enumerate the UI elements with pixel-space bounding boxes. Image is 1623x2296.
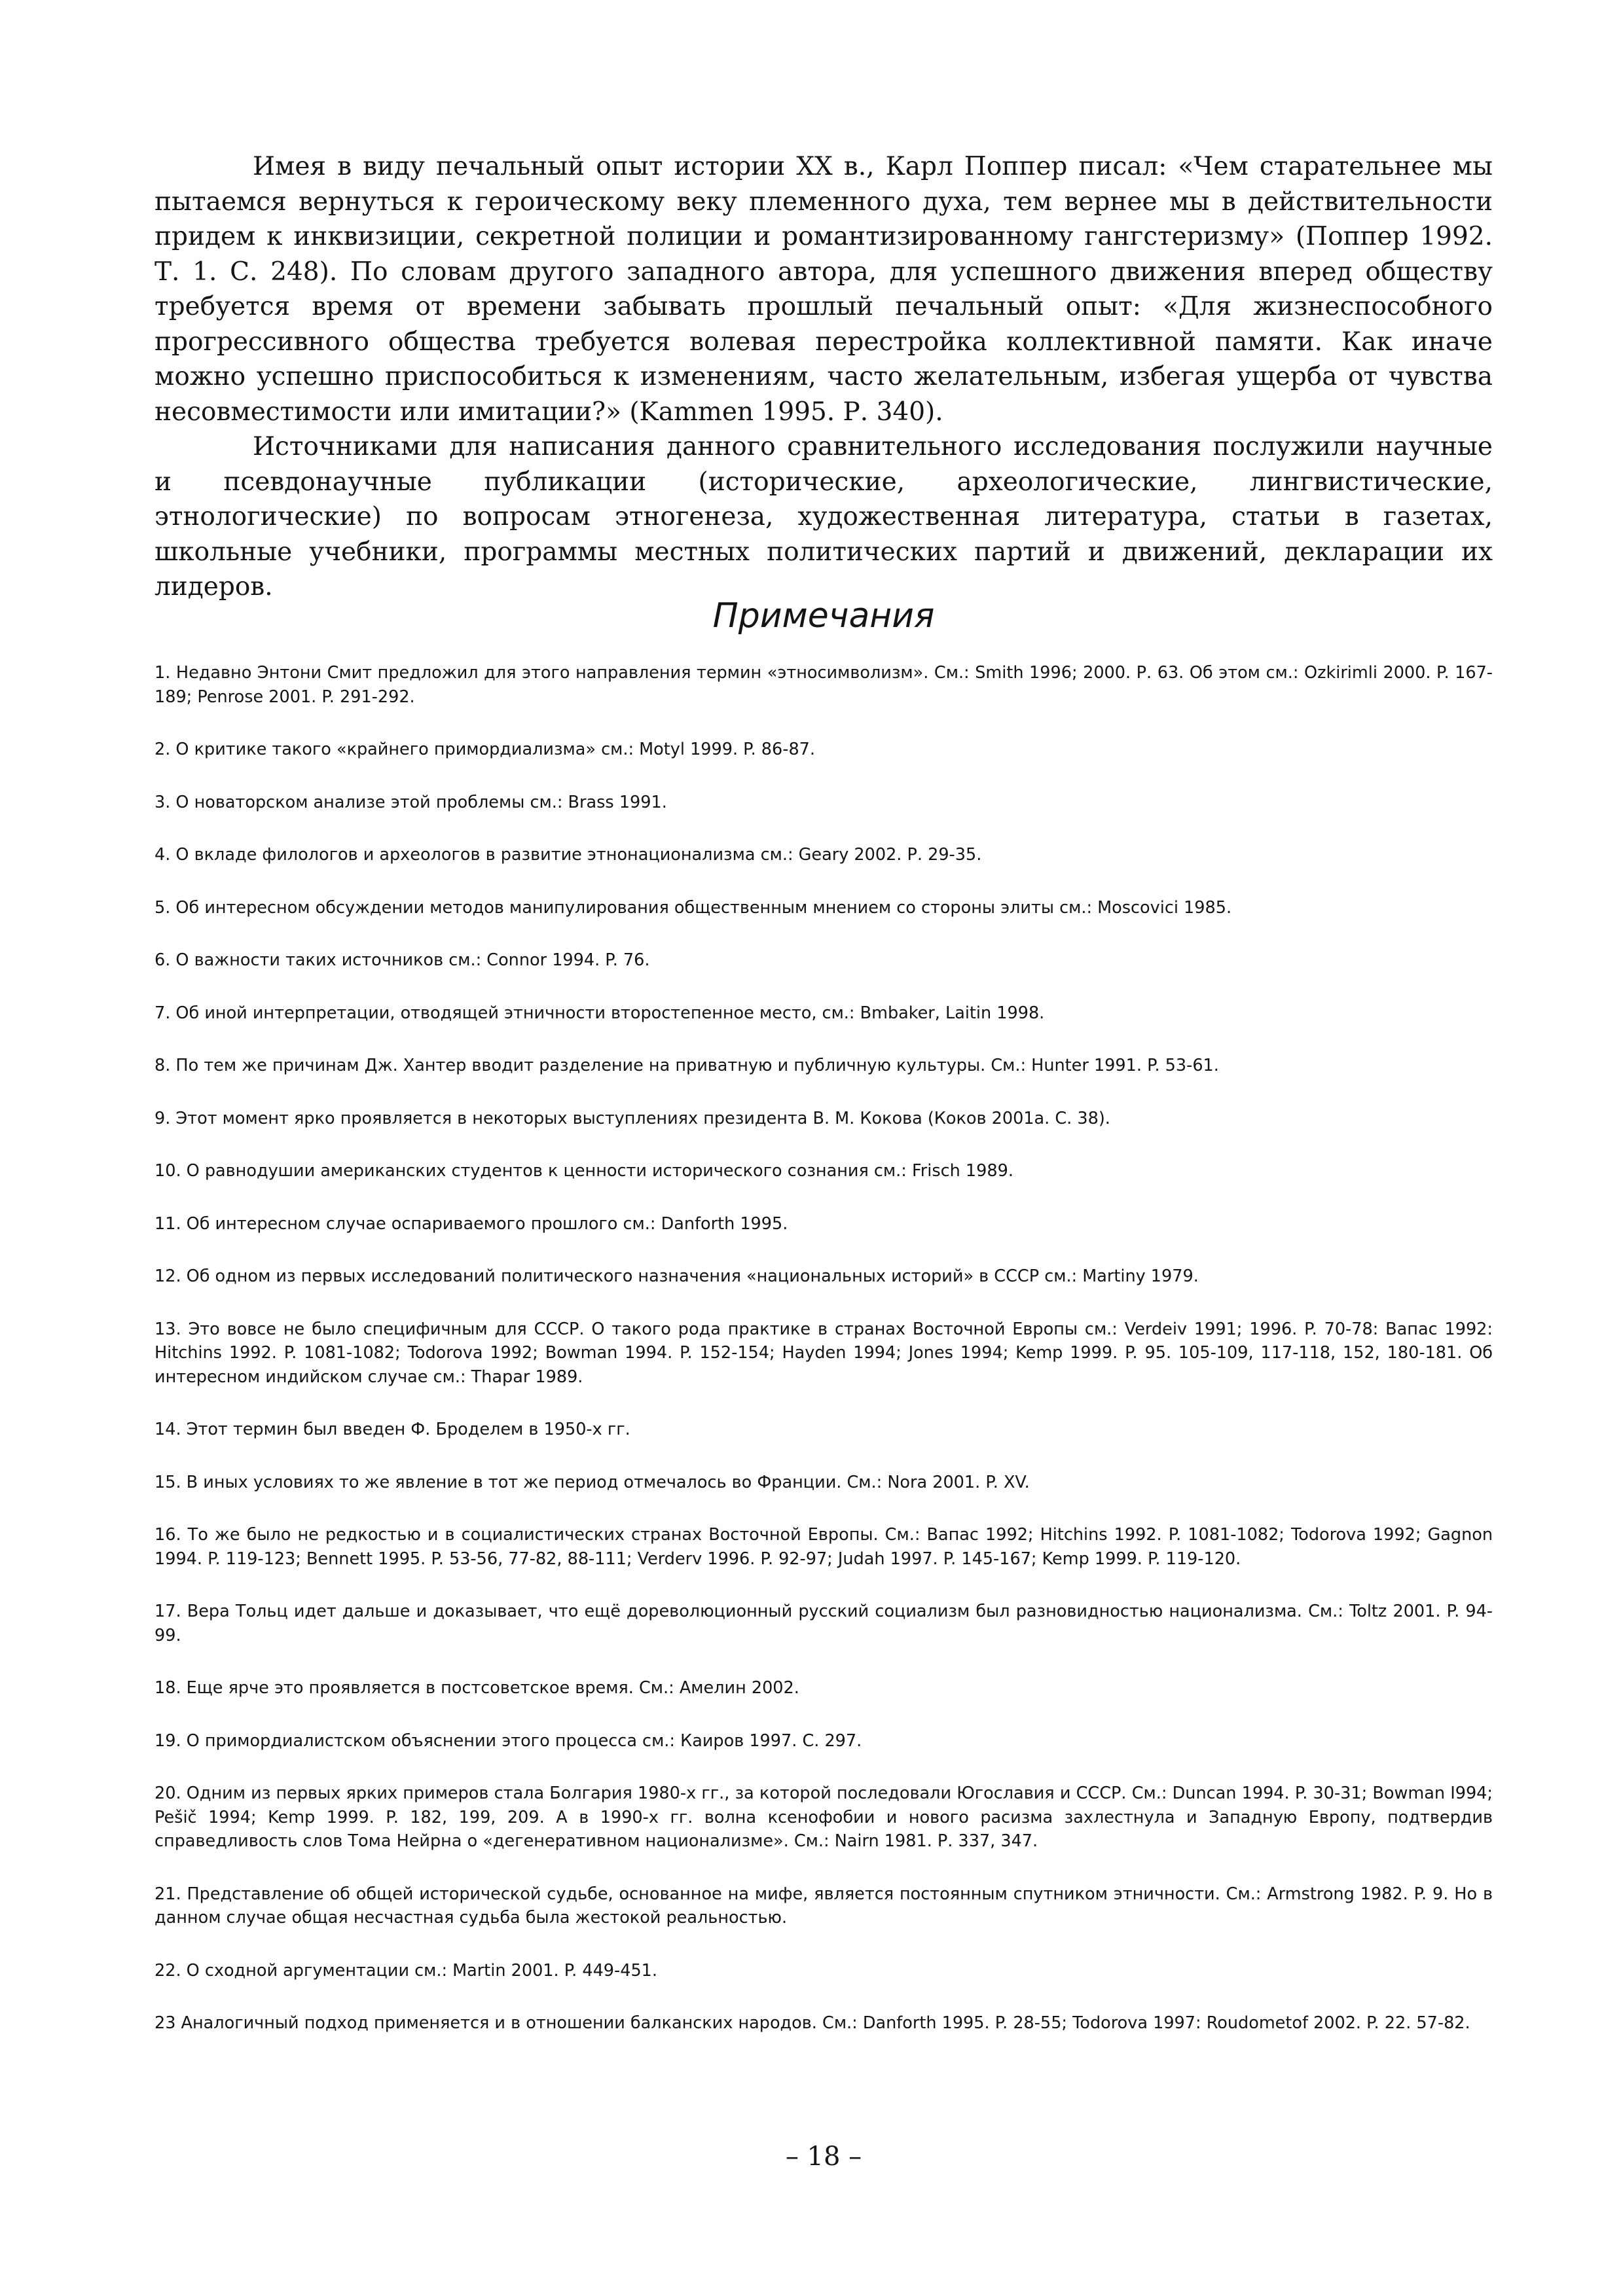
- body-paragraph: Имея в виду печальный опыт истории XX в., Карл Поппер писал: «Чем старательнее мы пытаемся вернуться к героическому веку племенного духа, тем вернее мы в действительности придем к инквизиции, секретной полиции и романтизированному гангстеризму» (Поппер 1992. Т. 1. С. 248). По словам другого западного автора, для успешного движения вперед обществу требуется время от времени забывать прошлый печальный опыт: «Для жизнеспособного прогрессивного общества требуется волевая перестройка коллективной памяти. Как иначе можно успешно приспособиться к изменениям, часто желательным, избегая ущерба от чувства несовместимости или имитации?» (Kammen 1995. Р. 340).: [155, 152, 1493, 427]
- note-item: 4. О вкладе филологов и археологов в развитие этнонационализма см.: Geary 2002. Р. 29-35.: [155, 845, 982, 865]
- note-item: 3. О новаторском анализе этой проблемы см.: Brass 1991.: [155, 792, 667, 812]
- body-text: [155, 149, 1493, 605]
- note-item: 2. О критике такого «крайнего примордиализма» см.: Motyl 1999. P. 86-87.: [155, 740, 815, 759]
- note-item: 15. В иных условиях то же явление в тот же период отмечалось во Франции. См.: Nora 2001. P. XV.: [155, 1472, 1030, 1492]
- note-item: 21. Представление об общей исторической судьбе, основанное на мифе, является постоянным спутником этничности. См.: Armstrong 1982. P. 9. Но в данном случае общая несчастная судьба была жестокой реальностью.: [155, 1884, 1493, 1928]
- note-item: 1. Недавно Энтони Смит предложил для этого направления термин «этносимволизм». См.: Smith 1996; 2000. Р. 63. Об этом см.: Ozkirimli 2000. P. 167-189; Penrose 2001. P. 291-292.: [155, 663, 1493, 707]
- note-item: 17. Вера Тольц идет дальше и доказывает, что ещё дореволюционный русский социализм был разновидностью национализма. См.: Toltz 2001. P. 94-99.: [155, 1602, 1493, 1645]
- note-item: 22. О сходной аргументации см.: Martin 2001. P. 449-451.: [155, 1960, 658, 1981]
- note-item: 7. Об иной интерпретации, отводящей этничности второстепенное место, см.: Bmbaker, Laitin 1998.: [155, 1003, 1045, 1023]
- body-paragraph: Источниками для написания данного сравнительного исследования послужили научные и псевдонаучные публикации (исторические, археологические, лингвистические, этнологические) по вопросам этногенеза, художественная литература, статьи в газетах, школьные учебники, программы местных политических партий и движений, декларации их лидеров.: [155, 432, 1493, 601]
- note-item: 10. О равнодушии американских студентов к ценности исторического сознания см.: Frisch 1989.: [155, 1161, 1013, 1181]
- note-item: 13. Это вовсе не было специфичным для СССР. О такого рода практике в странах Восточной Европы см.: Verdeiv 1991; 1996. P. 70-78: Вапас 1992: Hitchins 1992. P. 1081-1082; Todorova 1992; Bowman 1994. P. 152-154; Hayden 1994; Jones 1994; Kemp 1999. P. 95. 105-109, 117-118, 152, 180-181. Об интересном индийском случае см.: Thapar 1989.: [155, 1319, 1493, 1387]
- note-item: 20. Одним из первых ярких примеров стала Болгария 1980-х гг., за которой последовали Югославия и СССР. См.: Duncan 1994. P. 30-31; Bowman I994; Pešič 1994; Kemp 1999. P. 182, 199, 209. А в 1990-х гг. волна ксенофобии и нового расизма захлестнула и Западную Европу, подтвердив справедливость слов Тома Нейрна о «дегенеративном национализме». См.: Nairn 1981. Р. 337, 347.: [155, 1784, 1493, 1851]
- note-item: 19. О примордиалистском объяснении этого процесса см.: Каиров 1997. С. 297.: [155, 1731, 862, 1751]
- notes-heading: Примечания: [712, 596, 935, 636]
- note-item: 6. О важности таких источников см.: Connor 1994. P. 76.: [155, 950, 650, 970]
- note-item: 23 Аналогичный подход применяется и в отношении балканских народов. См.: Danforth 1995. P. 28-55; Todorova 1997: Roudometof 2002. P. 22. 57-82.: [155, 2013, 1470, 2033]
- note-item: 11. Об интересном случае оспариваемого прошлого см.: Danforth 1995.: [155, 1213, 788, 1234]
- note-item: 12. Об одном из первых исследований политического назначения «национальных историй» в СССР см.: Martiny 1979.: [155, 1266, 1199, 1286]
- note-item: 16. То же было не редкостью и в социалистических странах Восточной Европы. См.: Вапас 1992; Hitchins 1992. P. 1081-1082; Todorova 1992; Gagnon 1994. P. 119-123; Bennett 1995. P. 53-56, 77-82, 88-111; Verderv 1996. P. 92-97; Judah 1997. P. 145-167; Kemp 1999. P. 119-120.: [155, 1525, 1493, 1569]
- note-item: 8. По тем же причинам Дж. Хантер вводит разделение на приватную и публичную культуры. См.: Hunter 1991. P. 53-61.: [155, 1056, 1219, 1075]
- note-item: 5. Об интересном обсуждении методов манипулирования общественным мнением со стороны элиты см.: Moscovici 1985.: [155, 897, 1232, 918]
- note-item: 18. Еще ярче это проявляется в постсоветское время. См.: Амелин 2002.: [155, 1678, 799, 1698]
- notes-list: [155, 661, 1493, 2064]
- note-item: 14. Этот термин был введен Ф. Броделем в 1950-х гг.: [155, 1420, 630, 1439]
- document-page: [155, 0, 1493, 2296]
- note-item: 9. Этот момент ярко проявляется в некоторых выступлениях президента В. М. Кокова (Коков 2001а. С. 38).: [155, 1108, 1110, 1128]
- page-number: – 18 –: [785, 2142, 862, 2172]
